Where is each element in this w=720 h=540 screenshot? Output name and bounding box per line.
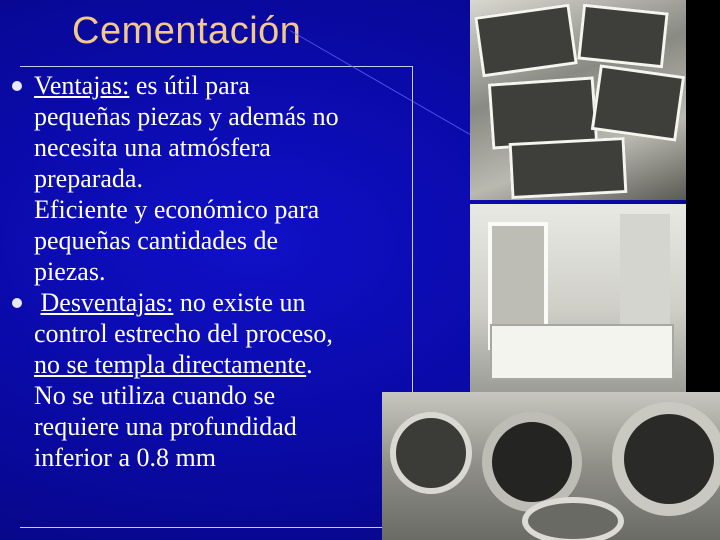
- box-shape: [591, 64, 685, 141]
- panel-shape: [620, 214, 670, 324]
- photo-parts: [382, 392, 720, 540]
- bullet-label-ventajas: Ventajas:: [34, 71, 130, 100]
- box-shape: [577, 4, 668, 69]
- photo-furnace: [470, 204, 686, 396]
- box-shape: [509, 137, 628, 199]
- bullet-text-line: pequeñas piezas y además no: [34, 102, 339, 131]
- gear-part: [390, 412, 472, 494]
- photo-carburizing-boxes: [470, 0, 686, 200]
- bullet-text-line: preparada.: [34, 164, 143, 193]
- bullet-text-line: pequeñas cantidades de: [34, 226, 279, 255]
- bullet-text: no existe un: [173, 288, 306, 317]
- bullet-dot-icon: [12, 81, 22, 91]
- base-shape: [490, 324, 674, 380]
- bullet-ventajas: [12, 70, 412, 287]
- bullet-text-underlined: no se templa directamente: [34, 350, 307, 379]
- bullet-text: es útil para: [129, 71, 250, 100]
- photo-border: [686, 0, 720, 392]
- bullet-label-desventajas: Desventajas:: [40, 288, 174, 317]
- bullet-dot-icon: [12, 298, 22, 308]
- bullet-text-line: Eficiente y económico para: [34, 195, 320, 224]
- bullet-text-line: control estrecho del proceso,: [34, 319, 333, 348]
- bullet-text-line: necesita una atmósfera: [34, 133, 271, 162]
- bullet-text-line: No se utiliza cuando se: [34, 381, 276, 410]
- bullet-text: .: [306, 350, 313, 379]
- bullet-desventajas: [12, 287, 412, 473]
- bullet-text-line: piezas.: [34, 257, 106, 286]
- slide-title: Cementación: [72, 10, 302, 52]
- washer-part: [522, 497, 624, 540]
- box-shape: [474, 4, 578, 78]
- bullet-list: [12, 70, 412, 473]
- bullet-text-line: requiere una profundidad: [34, 412, 297, 441]
- cylinder-part: [612, 402, 720, 516]
- bullet-text-line: inferior a 0.8 mm: [34, 443, 216, 472]
